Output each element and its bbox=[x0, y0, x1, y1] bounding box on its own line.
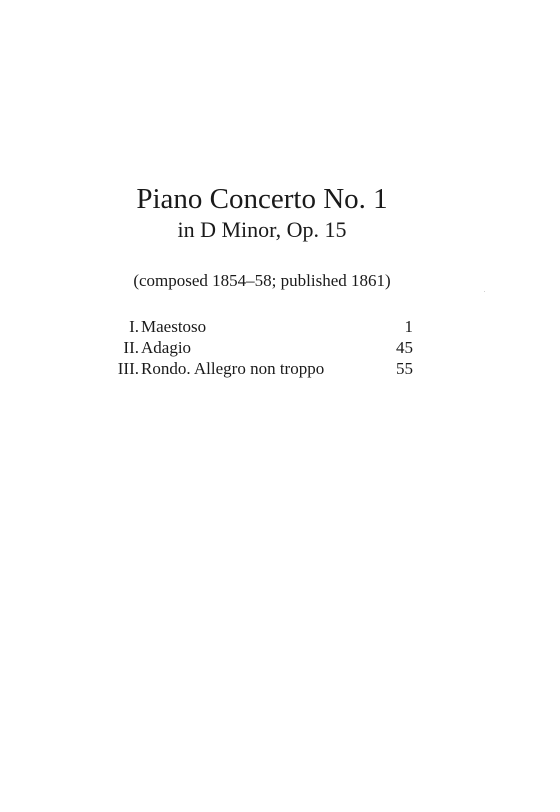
work-subtitle: in D Minor, Op. 15 bbox=[177, 217, 347, 242]
movement-row bbox=[108, 316, 413, 337]
movement-title: Adagio bbox=[141, 338, 192, 357]
movement-page-number: 55 bbox=[396, 359, 413, 378]
movement-page-number: 1 bbox=[404, 317, 413, 336]
paper-speck bbox=[484, 291, 485, 292]
work-title: Piano Concerto No. 1 bbox=[136, 183, 388, 215]
movement-numeral: I. bbox=[129, 317, 139, 336]
movement-row bbox=[108, 337, 413, 358]
movement-title: Maestoso bbox=[141, 317, 207, 336]
movement-title: Rondo. Allegro non troppo bbox=[141, 359, 325, 378]
movement-row bbox=[108, 358, 413, 379]
movement-list bbox=[108, 316, 413, 379]
movement-numeral: III. bbox=[117, 359, 139, 378]
movement-numeral: II. bbox=[123, 338, 139, 357]
movement-page-number: 45 bbox=[396, 338, 413, 357]
composition-note: (composed 1854–58; published 1861) bbox=[133, 271, 391, 290]
